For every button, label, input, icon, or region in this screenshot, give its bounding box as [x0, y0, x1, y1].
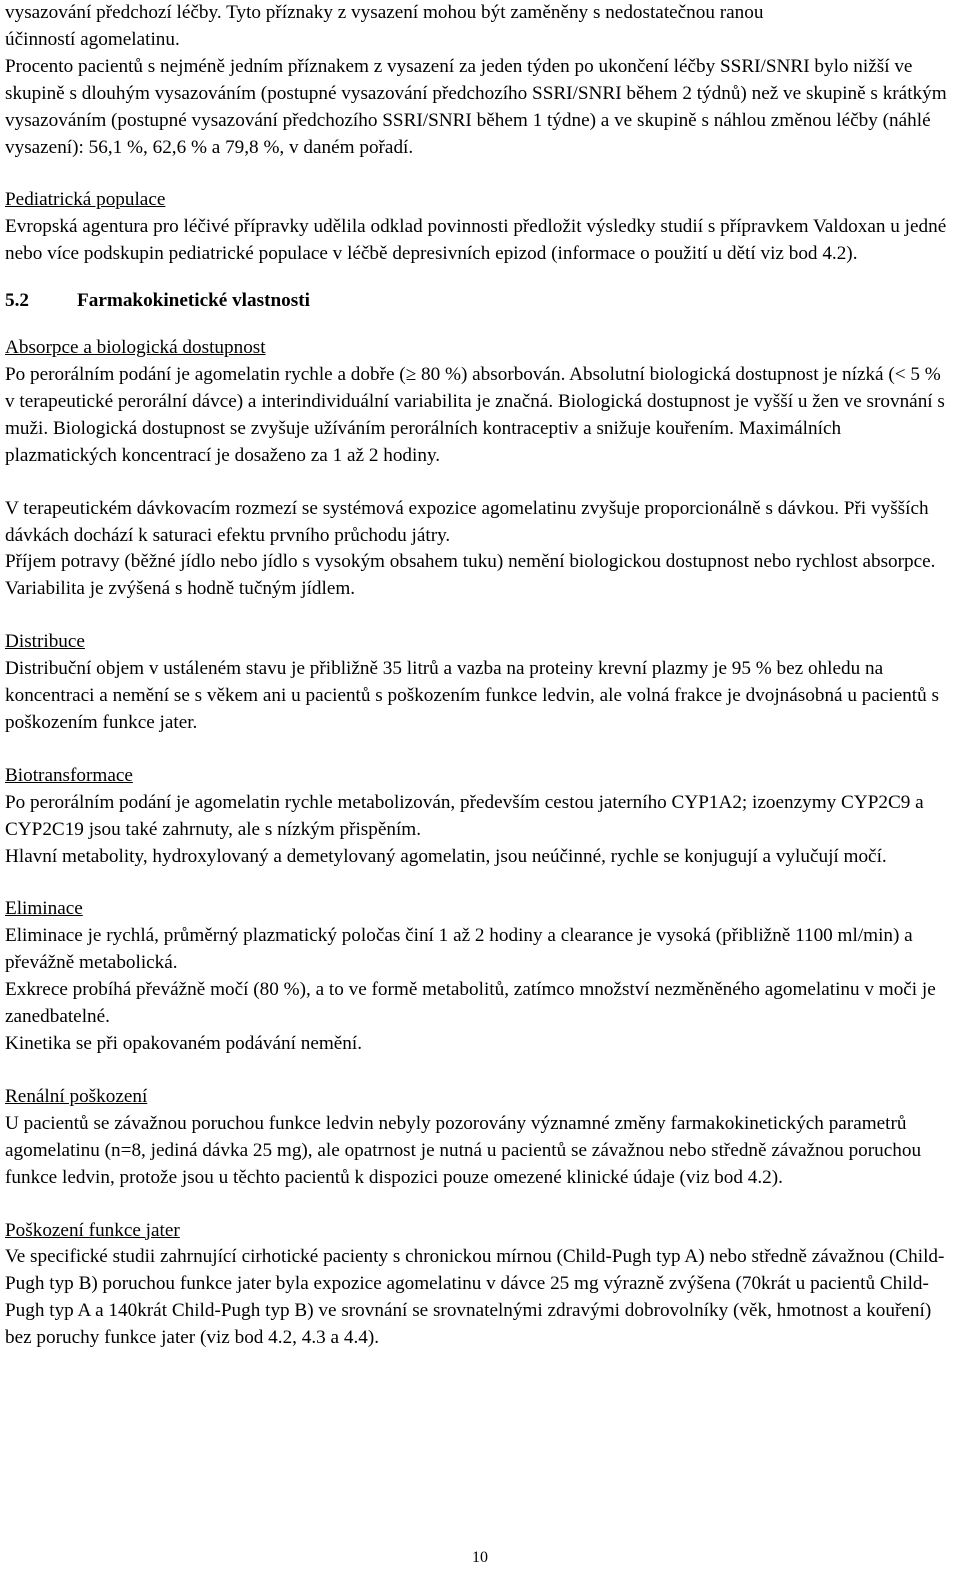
pediatric-heading: Pediatrická populace [5, 189, 166, 211]
biotransformation-paragraph-2: Hlavní metabolity, hydroxylovaný a demetylovaný agomelatin, jsou neúčinné, rychle se konjugují a vylučují močí. [5, 845, 887, 867]
renal-heading: Renální poškození [5, 1085, 148, 1107]
intro-line-2: účinností agomelatinu. [5, 28, 180, 50]
absorption-paragraph-2: V terapeutickém dávkovacím rozmezí se systémová expozice agomelatinu zvyšuje proporcionálně s dávkou. Při vyšších dávkách dochází k saturaci efektu prvního průchodu játry. [5, 497, 929, 546]
section-title: Farmakokinetické vlastnosti [77, 290, 310, 312]
elimination-paragraph-1: Eliminace je rychlá, průměrný plazmatický poločas činí 1 až 2 hodiny a clearance je vysoká (přibližně 1100 ml/min) a převážně metabolická. [5, 925, 913, 974]
absorption-paragraph-1: Po perorálním podání je agomelatin rychle a dobře (≥ 80 %) absorbován. Absolutní biologická dostupnost je nízká (< 5 % v terapeutické perorální dávce) a interindividuální variabilita je značná. Biologická dostupnost je vyšší u žen ve srovnání s muži. Biologická dostupnost se zvyšuje užíváním perorálních kontraceptiv a snižuje kouřením. Maximálních plazmatických koncentrací je dosaženo za 1 až 2 hodiny. [5, 363, 945, 466]
elimination-heading: Eliminace [5, 898, 83, 920]
section-number: 5.2 [5, 290, 29, 312]
page-number: 10 [472, 1549, 488, 1566]
section-heading [5, 288, 955, 315]
document-body [5, 0, 955, 1352]
intro-line-1: vysazování předchozí léčby. Tyto příznaky z vysazení mohou být zaměněny s nedostatečnou ranou [5, 2, 764, 23]
distribution-text: Distribuční objem v ustáleném stavu je přibližně 35 litrů a vazba na proteiny krevní plazmy je 95 % bez ohledu na koncentraci a nemění se s věkem ani u pacientů s poškozením funkce ledvin, ale volná frakce je dvojnásobná u pacientů s poškozením funkce jater. [5, 658, 939, 733]
renal-text: U pacientů se závažnou poruchou funkce ledvin nebyly pozorovány významné změny farmakokinetických parametrů agomelatinu (n=8, jediná dávka 25 mg), ale opatrnost je nutná u pacientů se závažnou nebo středně závažnou poruchou funkce ledvin, protože jsou u těchto pacientů k dispozici pouze omezené klinické údaje (viz bod 4.2). [5, 1112, 922, 1188]
pediatric-text: Evropská agentura pro léčivé přípravky udělila odklad povinnosti předložit výsledky studií s přípravkem Valdoxan u jedné nebo více podskupin pediatrické populace v léčbě depresivních epizod (informace o použití u dětí viz bod 4.2). [5, 216, 947, 265]
biotransformation-heading: Biotransformace [5, 764, 133, 786]
intro-paragraph: Procento pacientů s nejméně jedním příznakem z vysazení za jeden týden po ukončení léčby SSRI/SNRI bylo nižší ve skupině s dlouhým vysazováním (postupné vysazování předchozího SSRI/SNRI během 2 týdnů) než ve skupině s krátkým vysazováním (postupné vysazování předchozího SSRI/SNRI během 1 týdne) a ve skupině s náhlou změnou léčby (náhlé vysazení): 56,1 %, 62,6 % a 79,8 %, v daném pořadí. [5, 55, 947, 158]
absorption-paragraph-3: Příjem potravy (běžné jídlo nebo jídlo s vysokým obsahem tuku) nemění biologickou dostupnost nebo rychlost absorpce. Variabilita je zvýšená s hodně tučným jídlem. [5, 551, 936, 600]
hepatic-text: Ve specifické studii zahrnující cirhotické pacienty s chronickou mírnou (Child-Pugh typ A) nebo středně závažnou (Child-Pugh typ B) poruchou funkce jater byla expozice agomelatinu v dávce 25 mg výrazně zvýšena (70krát u pacientů Child-Pugh typ A a 140krát Child-Pugh typ B) ve srovnání se srovnatelnými zdravými dobrovolníky (věk, hmotnost a kouření) bez poruchy funkce jater (viz bod 4.2, 4.3 a 4.4). [5, 1246, 945, 1349]
absorption-heading: Absorpce a biologická dostupnost [5, 337, 266, 359]
elimination-paragraph-2: Exkrece probíhá převážně močí (80 %), a to ve formě metabolitů, zatímco množství nezměněného agomelatinu v moči je zanedbatelné. [5, 979, 936, 1028]
distribution-heading: Distribuce [5, 631, 85, 653]
hepatic-heading: Poškození funkce jater [5, 1219, 180, 1241]
elimination-paragraph-3: Kinetika se při opakovaném podávání nemění. [5, 1033, 362, 1054]
biotransformation-paragraph-1: Po perorálním podání je agomelatin rychle metabolizován, především cestou jaterního CYP1A2; izoenzymy CYP2C9 a CYP2C19 jsou také zahrnuty, ale s nízkým přispěním. [5, 791, 924, 840]
